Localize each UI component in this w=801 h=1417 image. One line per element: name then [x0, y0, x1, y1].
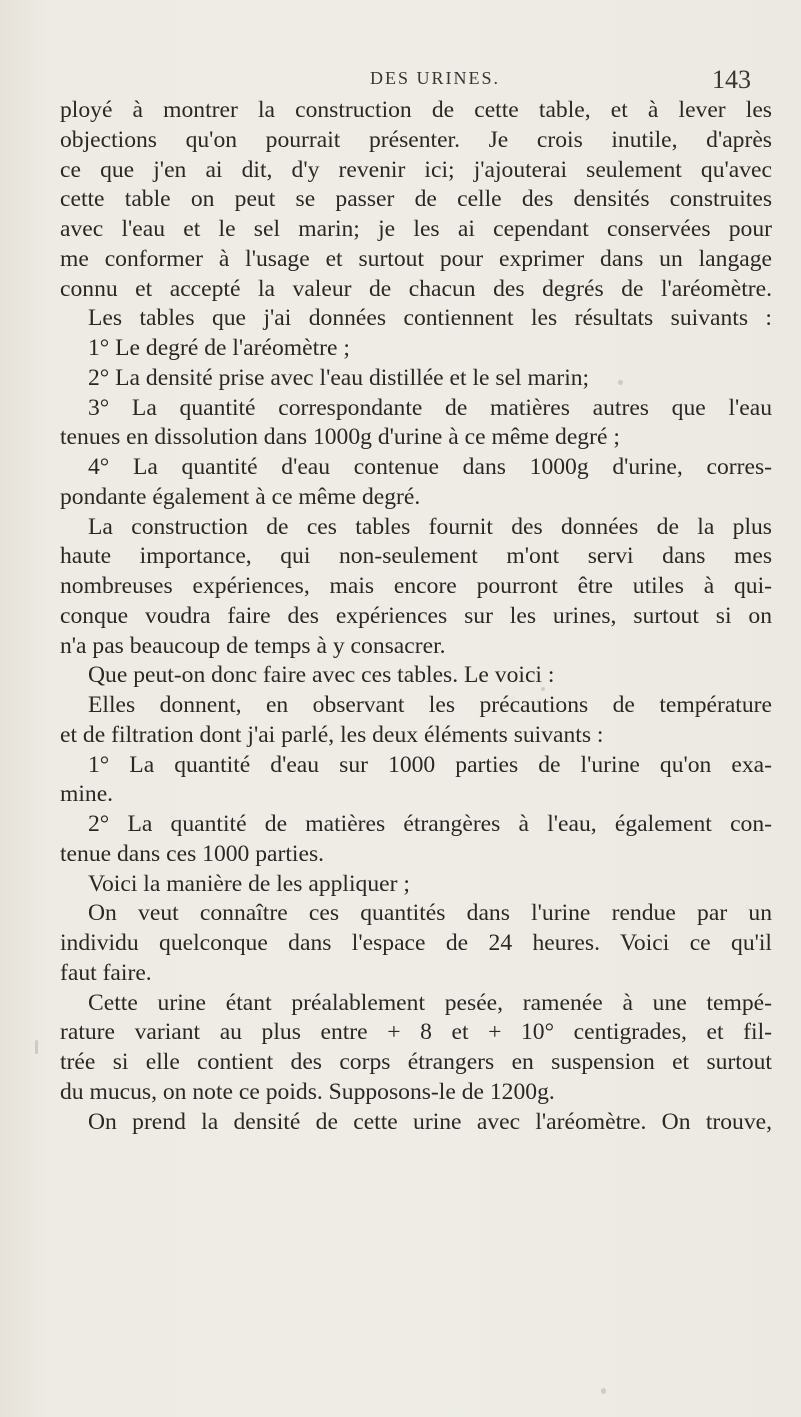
text-line: On veut connaître ces quantités dans l'urine rendue par un [88, 900, 772, 927]
text-line: La construction de ces tables fournit des données de la plus [88, 513, 772, 540]
text-line: tenue dans ces 1000 parties. [60, 840, 325, 867]
text-line: On prend la densité de cette urine avec l'aréomètre. On trouve, [88, 1108, 772, 1135]
text-line: objections qu'on pourrait présenter. Je crois inutile, d'après [60, 126, 772, 153]
ink-speck [618, 380, 623, 385]
text-line: connu et accepté la valeur de chacun des degrés de l'aréomètre. [60, 275, 772, 302]
text-line: Voici la manière de les appliquer ; [88, 870, 410, 897]
text-line: tenues en dissolution dans 1000g d'urine à ce même degré ; [60, 424, 620, 451]
text-line: 4° La quantité d'eau contenue dans 1000g d'urine, corres- [88, 454, 772, 480]
text-line: cette table on peut se passer de celle des densités construites [60, 186, 772, 213]
text-line: 2° La quantité de matières étrangères à l'eau, également con- [88, 811, 772, 837]
text-line: me conformer à l'usage et surtout pour exprimer dans un langage [60, 245, 772, 272]
ink-speck [35, 1040, 38, 1054]
text-line: Elles donnent, en observant les précautions de température [88, 692, 772, 718]
text-line: individu quelconque dans l'espace de 24 heures. Voici ce qu'il [60, 930, 772, 956]
text-line: faut faire. [60, 959, 152, 986]
text-line: avec l'eau et le sel marin; je les ai cependant conservées pour [60, 216, 772, 242]
text-line: Cette urine étant préalablement pesée, ramenée à une tempé- [88, 989, 772, 1016]
text-line: Que peut-on donc faire avec ces tables. Le voici : [88, 662, 555, 689]
text-line: 2° La densité prise avec l'eau distillée et le sel marin; [88, 364, 590, 391]
text-line: nombreuses expériences, mais encore pourront être utiles à qui- [60, 573, 772, 599]
text-line: rature variant au plus entre + 8 et + 10° centigrades, et fil- [60, 1019, 772, 1046]
text-line: ce que j'en ai dit, d'y revenir ici; j'ajouterai seulement qu'avec [60, 156, 772, 183]
text-line: mine. [60, 781, 114, 808]
text-line: n'a pas beaucoup de temps à y consacrer. [60, 632, 446, 659]
text-line: ployé à montrer la construction de cette table, et à lever les [60, 97, 772, 123]
text-line: et de filtration dont j'ai parlé, les deux éléments suivants : [60, 721, 604, 748]
text-line: 1° La quantité d'eau sur 1000 parties de l'urine qu'on exa- [88, 751, 772, 778]
text-line: haute importance, qui non-seulement m'ont servi dans mes [60, 543, 772, 570]
text-line: pondante également à ce même degré. [60, 483, 421, 510]
ink-speck [601, 1388, 606, 1394]
text-line: trée si elle contient des corps étrangers en suspension et surtout [60, 1049, 772, 1075]
text-line: Les tables que j'ai données contiennent les résultats suivants : [88, 305, 772, 332]
text-body [60, 96, 772, 1137]
text-line: conque voudra faire des expériences sur les urines, surtout si on [60, 602, 772, 629]
page-header [0, 65, 801, 98]
ink-speck [541, 687, 545, 691]
text-line: 3° La quantité correspondante de matières autres que l'eau [88, 394, 772, 421]
text-line: du mucus, on note ce poids. Supposons-le de 1200g. [60, 1078, 555, 1105]
page-number: 143 [712, 65, 751, 94]
running-title: DES URINES. [370, 68, 501, 88]
text-line: 1° Le degré de l'aréomètre ; [88, 335, 350, 361]
